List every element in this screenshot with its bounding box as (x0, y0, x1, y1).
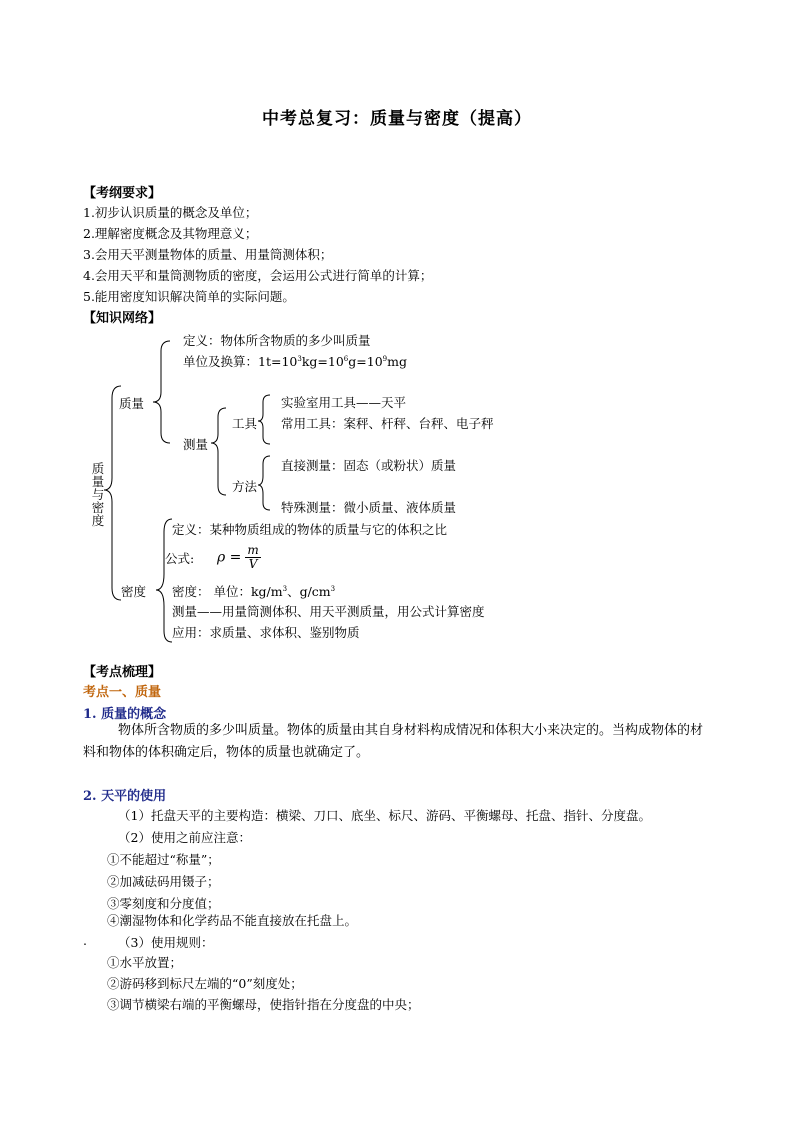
review-heading: 【考点梳理】 (83, 665, 162, 680)
mass-definition: 定义：物体所含物质的多少叫质量 (183, 333, 371, 348)
measure-label: 测量 (183, 437, 209, 452)
balance-line: （2）使用之前应注意： (118, 830, 251, 845)
density-measure: 测量——用量筒测体积、用天平测质量，用公式计算密度 (172, 604, 485, 619)
method-label: 方法 (232, 479, 258, 494)
density-application: 应用：求质量、求体积、鉴别物质 (172, 625, 360, 640)
balance-line: ④潮湿物体和化学药品不能直接放在托盘上。 (107, 913, 358, 928)
balance-line: ③调节横梁右端的平衡螺母，使指针指在分度盘的中央； (107, 997, 420, 1012)
syllabus-item: 5.能用密度知识解决简单的实际问题。 (83, 289, 295, 304)
tool-common: 常用工具：案秤、杆秤、台秤、电子秤 (281, 416, 494, 431)
density-unit: 密度： 单位：$kg/m^3$、$g/cm^3$ (172, 584, 336, 599)
density-label: 密度 (121, 584, 147, 599)
sub2-title: 2. 天平的使用 (83, 789, 167, 804)
point1-title: 考点一、质量 (83, 685, 162, 700)
balance-line: ②游码移到标尺左端的“0”刻度处； (107, 976, 303, 991)
balance-line: （3）使用规则： (118, 935, 214, 950)
sub1-title: 1. 质量的概念 (83, 707, 167, 722)
balance-line: ①水平放置； (107, 955, 183, 970)
balance-line: ③零刻度和分度值； (107, 896, 220, 911)
syllabus-item: 1.初步认识质量的概念及单位； (83, 205, 258, 220)
tools-label: 工具 (232, 416, 258, 431)
syllabus-item: 3.会用天平测量物体的质量、用量筒测体积； (83, 247, 333, 262)
syllabus-item: 2.理解密度概念及其物理意义； (83, 226, 258, 241)
mass-unit-conversion: 单位及换算：$1t=10^3kg=10^6g=10^9mg$ (183, 354, 407, 369)
balance-line: （1）托盘天平的主要构造：横梁、刀口、底坐、标尺、游码、平衡螺母、托盘、指针、分度盘。 (118, 808, 651, 823)
mass-label: 质量 (119, 396, 145, 411)
balance-line: ①不能超过“称量”； (107, 852, 220, 867)
network-heading: 【知识网络】 (83, 311, 162, 326)
tool-lab: 实验室用工具——天平 (281, 395, 407, 410)
sub1-text: 物体所含物质的多少叫质量。物体的质量由其自身材料构成情况和体积大小来决定的。当构成物体的材料和物体的体积确定后，物体的质量也就确定了。 (83, 723, 704, 760)
density-definition: 定义：某种物质组成的物体的质量与它的体积之比 (172, 522, 448, 537)
formula-label: 公式: (165, 551, 195, 566)
method-special: 特殊测量：微小质量、液体质量 (281, 500, 457, 515)
method-direct: 直接测量：固态（或粉状）质量 (281, 458, 457, 473)
network-root-label: 质量与密度 (91, 461, 105, 528)
page-title: 中考总复习：质量与密度（提高） (262, 109, 532, 129)
syllabus-heading: 【考纲要求】 (83, 186, 162, 201)
density-formula: ρ = $\frac{m}{V}$ (217, 543, 259, 571)
stray-dot: . (83, 933, 87, 948)
balance-line: ②加减砝码用镊子； (107, 874, 220, 889)
syllabus-item: 4.会用天平和量筒测物质的密度，会运用公式进行简单的计算； (83, 268, 433, 283)
